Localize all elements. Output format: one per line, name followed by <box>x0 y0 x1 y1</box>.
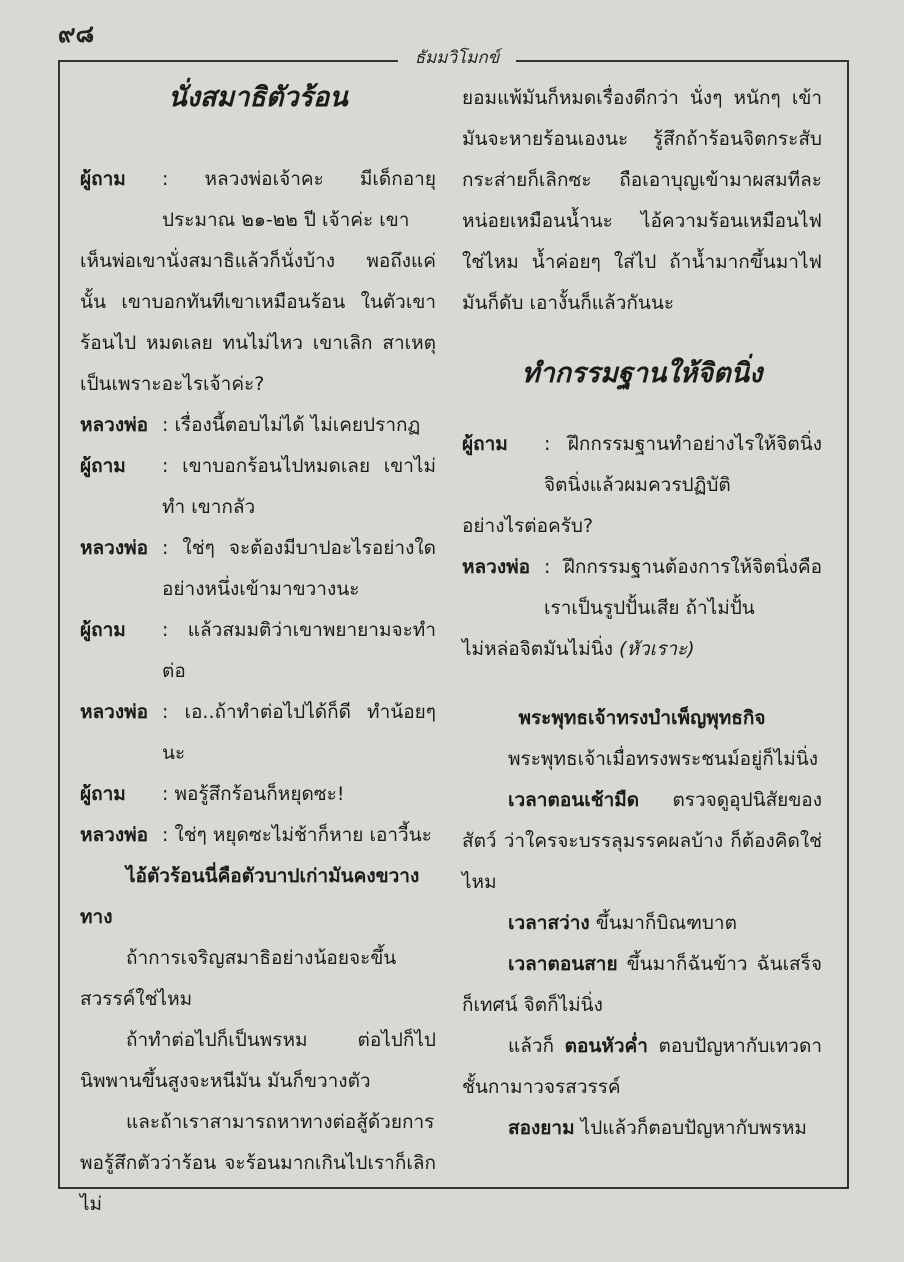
paragraph: เห็นพ่อเขานั่งสมาธิแล้วก็นั่งบ้าง พอถึงแค่นั้น เขาบอกทันทีเขาเหมือนร้อน ในตัวเขาร้อนไป หมดเลย ทนไม่ไหว เขาเลิก สาเหตุเป็นเพราะอะไรเจ้าค่ะ? <box>80 250 436 395</box>
paragraph <box>462 1026 822 1108</box>
bold-statement: ไอ้ตัวร้อนนี่คือตัวบาปเก่ามันคงขวางทาง <box>80 865 420 928</box>
paragraph-text: ตอบปัญหากับเทวดาชั้นกามาวจรสวรรค์ <box>462 1035 822 1098</box>
dialogue-row <box>80 446 436 528</box>
speaker-label: ผู้ถาม <box>80 619 126 641</box>
left-column <box>80 78 436 1225</box>
paragraph <box>462 903 822 944</box>
section-heading: นั่งสมาธิตัวร้อน <box>168 82 348 113</box>
time-label: เวลาตอนสาย <box>508 953 618 975</box>
dialogue-row <box>80 774 436 815</box>
paragraph <box>462 944 822 1026</box>
dialogue-row <box>462 424 822 506</box>
paragraph-text: แล้วก็ <box>508 1035 565 1057</box>
speaker-label: หลวงพ่อ <box>80 537 149 559</box>
paragraph <box>462 1108 822 1149</box>
dialogue-text: : พอรู้สึกร้อนก็หยุดซะ! <box>162 783 345 805</box>
dialogue-row <box>80 692 436 774</box>
time-label: เวลาสว่าง <box>508 912 590 934</box>
dialogue-text: : เขาบอกร้อนไปหมดเลย เขาไม่ทำ เขากลัว <box>162 455 436 518</box>
speaker-label: ผู้ถาม <box>80 168 126 190</box>
section-heading: ทำกรรมฐานให้จิตนิ่ง <box>521 358 763 389</box>
dialogue-text: : เรื่องนี้ตอบไม่ได้ ไม่เคยปรากฏ <box>162 414 421 436</box>
dialogue-row <box>80 405 436 446</box>
dialogue-row <box>80 528 436 610</box>
paragraph-text: ขึ้นมาก็ฉันข้าว ฉันเสร็จก็เทศน์ จิตก็ไม่นิ่ง <box>462 953 822 1016</box>
paragraph: และถ้าเราสามารถหาทางต่อสู้ด้วยการพอรู้สึกตัวว่าร้อน จะร้อนมากเกินไปเราก็เลิก ไม่ <box>80 1111 436 1215</box>
dialogue-text: : แล้วสมมติว่าเขาพยายามจะทำต่อ <box>162 619 436 682</box>
speaker-label: หลวงพ่อ <box>80 701 149 723</box>
paragraph-text: ไม่หล่อจิตมันไม่นิ่ง <box>462 638 613 660</box>
dialogue-row <box>80 610 436 692</box>
frame-top-rule-left <box>58 60 398 62</box>
frame-top-rule-right <box>516 60 847 62</box>
dialogue-text: : เอ..ถ้าทำต่อไปได้ก็ดี ทำน้อยๆ นะ <box>162 701 436 764</box>
sub-heading: พระพุทธเจ้าทรงบำเพ็ญพุทธกิจ <box>518 707 766 729</box>
paragraph: พระพุทธเจ้าเมื่อทรงพระชนม์อยู่ก็ไม่นิ่ง <box>508 748 819 770</box>
paragraph: ยอมแพ้มันก็หมดเรื่องดีกว่า นั่งๆ หนักๆ เข้ามันจะหายร้อนเองนะ รู้สึกถ้าร้อนจิตกระสับกระส่ายก็เลิกซะ ถือเอาบุญเข้ามาผสมทีละหน่อยเหมือนน้ำนะ ไอ้ความร้อนเหมือนไฟใช่ไหม น้ำค่อยๆ ใส่ไป ถ้าน้ำมากขึ้นมาไฟมันก็ดับ เอางั้นก็แล้วกันนะ <box>462 87 822 314</box>
speaker-label: หลวงพ่อ <box>80 824 149 846</box>
paragraph <box>462 780 822 903</box>
laughter-note: (หัวเราะ) <box>619 638 695 660</box>
paragraph-text: ไปแล้วก็ตอบปัญหากับพรหม <box>574 1117 807 1139</box>
speaker-label: ผู้ถาม <box>80 455 126 477</box>
paragraph: ถ้าการเจริญสมาธิอย่างน้อยจะขึ้นสวรรค์ใช่ไหม <box>80 947 397 1010</box>
paragraph-text: ตรวจดูอุปนิสัยของสัตว์ ว่าใครจะบรรลุมรรคผลบ้าง ก็ต้องคิดใช่ไหม <box>462 789 822 893</box>
speaker-label: หลวงพ่อ <box>80 414 149 436</box>
page-number: ๙๘ <box>58 19 95 48</box>
paragraph-text: ขึ้นมาก็บิณฑบาต <box>589 912 737 934</box>
dialogue-row <box>80 159 436 241</box>
paragraph: ถ้าทำต่อไปก็เป็นพรหม ต่อไปก็ไปนิพพานขึ้นสูงจะหนีมัน มันก็ขวางตัว <box>80 1029 436 1092</box>
running-title: ธัมมวิโมกข์ <box>414 48 500 68</box>
right-column <box>462 78 822 1149</box>
dialogue-text: : ฝึกกรรมฐานทำอย่างไรให้จิตนิ่ง จิตนิ่งแล้วผมควรปฏิบัติ <box>544 433 822 496</box>
time-label: ตอนหัวค่ำ <box>564 1035 648 1057</box>
paragraph <box>462 629 822 670</box>
dialogue-row <box>462 547 822 629</box>
speaker-label: ผู้ถาม <box>80 783 126 805</box>
speaker-label: ผู้ถาม <box>462 433 508 455</box>
dialogue-row <box>80 815 436 856</box>
dialogue-text: : หลวงพ่อเจ้าคะ มีเด็กอายุประมาณ ๒๑-๒๒ ปี เจ้าค่ะ เขา <box>162 168 436 231</box>
dialogue-text: : ใช่ๆ จะต้องมีบาปอะไรอย่างใดอย่างหนึ่งเข้ามาขวางนะ <box>162 537 436 600</box>
time-label: เวลาตอนเช้ามืด <box>508 789 640 811</box>
time-label: สองยาม <box>508 1117 575 1139</box>
dialogue-text: : ใช่ๆ หยุดซะไม่ช้าก็หาย เอาวี้นะ <box>162 824 432 846</box>
dialogue-text: : ฝึกกรรมฐานต้องการให้จิตนิ่งคือเราเป็นรูปปั้นเสีย ถ้าไม่ปั้น <box>544 556 822 619</box>
speaker-label: หลวงพ่อ <box>462 556 531 578</box>
paragraph: อย่างไรต่อครับ? <box>462 515 594 537</box>
